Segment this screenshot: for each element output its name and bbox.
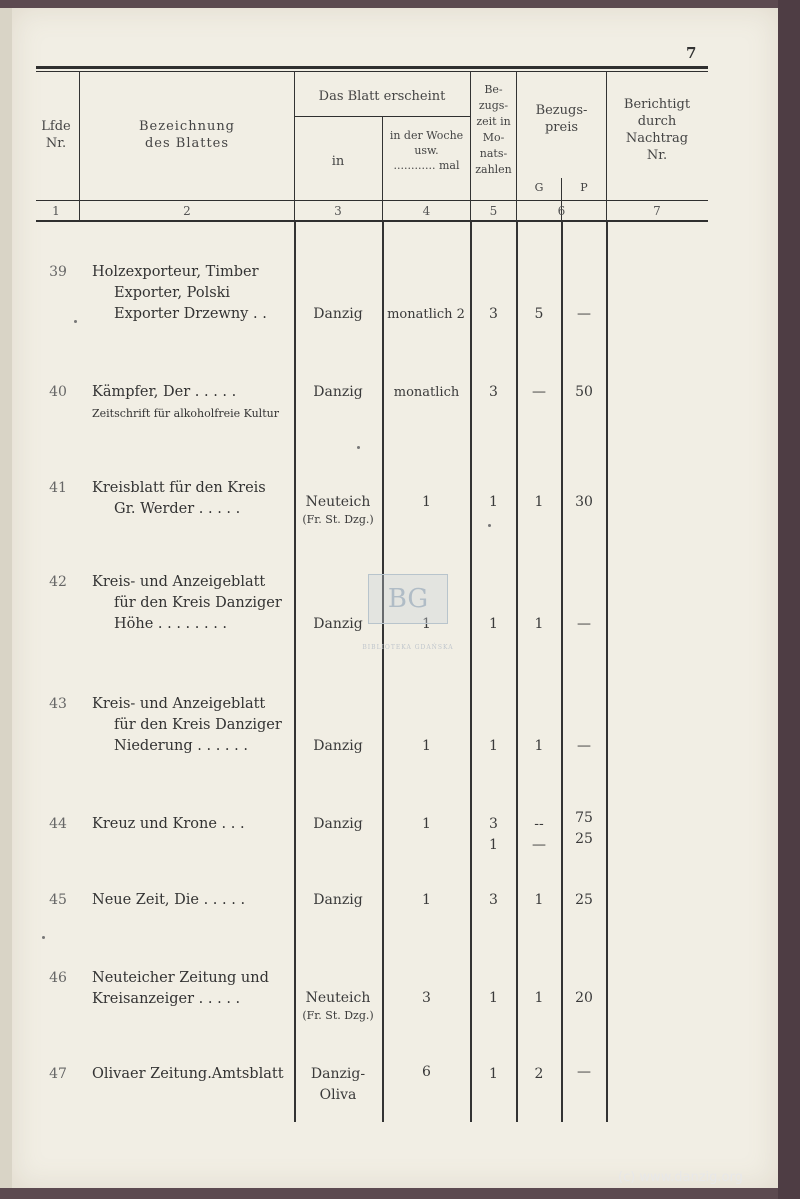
column-number-2: 2 <box>183 204 191 218</box>
copyright-footer: (c) www.danzig.org <box>618 1170 743 1185</box>
row-number: 43 <box>49 696 67 712</box>
frequency: 1 <box>422 816 431 832</box>
header-bezeichnung: Bezeichnung des Blattes <box>138 119 236 151</box>
top-rule-thin <box>36 71 708 72</box>
frequency: 1 <box>422 494 431 510</box>
right-shadow <box>778 0 800 1199</box>
row-number: 47 <box>49 1066 67 1082</box>
hdr-vline-5 <box>516 71 517 221</box>
frequency: monatlich <box>393 385 460 400</box>
paper-title: Neue Zeit, Die . . . . . <box>92 892 246 908</box>
paper-title: Kreis- und Anzeigeblatt für den Kreis Danziger Höhe . . . . . . . . <box>92 574 282 632</box>
price-g: 2 <box>534 1066 544 1082</box>
column-number-4: 4 <box>422 204 431 218</box>
column-number-3: 3 <box>334 204 342 218</box>
header-bottom-rule <box>36 200 708 201</box>
header-g: G <box>534 181 544 194</box>
paper-title: Kreisblatt für den Kreis Gr. Werder . . . . . <box>92 480 266 517</box>
speck <box>74 320 77 323</box>
price-g: 1 <box>534 494 544 510</box>
header-woche: in der Woche usw. ............ mal <box>389 129 464 172</box>
body-vline-2 <box>382 222 384 1122</box>
place: Neuteich (Fr. St. Dzg.) <box>302 990 374 1022</box>
price-p: — <box>577 738 591 754</box>
column-number-1: 1 <box>52 204 60 218</box>
row-number: 44 <box>49 816 67 832</box>
row-number: 40 <box>49 384 67 400</box>
frequency: 1 <box>422 892 431 908</box>
body-vline-5 <box>561 222 563 1122</box>
price-g: 1 <box>534 892 544 908</box>
frequency: 1 <box>422 616 431 632</box>
place: Danzig <box>313 384 363 400</box>
price-g: -- — <box>532 816 546 853</box>
price-p: 25 <box>575 892 593 908</box>
paper-title: Holzexporteur, Timber Exporter, Polski Exporter Drzewny . . <box>92 264 267 322</box>
subscription-months: 3 <box>489 892 498 908</box>
row-number: 41 <box>49 480 67 496</box>
row-number: 39 <box>49 264 67 280</box>
price-g: 5 <box>534 306 544 322</box>
header-erscheint: Das Blatt erscheint <box>318 89 446 104</box>
paper-title: Kreis- und Anzeigeblatt für den Kreis Danziger Niederung . . . . . . <box>92 696 282 754</box>
speck <box>42 936 45 939</box>
column-number-6: 6 <box>557 204 566 218</box>
place: Danzig- Oliva <box>310 1066 366 1103</box>
place: Danzig <box>313 306 363 322</box>
subscription-months: 1 <box>489 616 498 632</box>
subscription-months: 1 <box>489 494 498 510</box>
row-number: 46 <box>49 970 67 986</box>
row-number: 45 <box>49 892 67 908</box>
place: Danzig <box>313 892 363 908</box>
library-watermark-logo: BG <box>368 574 448 624</box>
row-number: 42 <box>49 574 67 590</box>
subscription-months: 3 1 <box>489 816 498 853</box>
price-g: 1 <box>534 738 544 754</box>
subscription-months: 3 <box>489 306 498 322</box>
price-p: — <box>577 1064 591 1080</box>
body-vline-6 <box>606 222 608 1122</box>
frequency: 3 <box>422 990 431 1006</box>
header-berichtigt: Berichtigt durch Nachtrag Nr. <box>623 97 691 163</box>
header-p: P <box>580 181 588 194</box>
paper-title: Kämpfer, Der . . . . . Zeitschrift für alkoholfreie Kultur <box>92 384 279 420</box>
price-p: 20 <box>575 990 593 1006</box>
paper-title: Neuteicher Zeitung und Kreisanzeiger . . . . . <box>92 970 269 1007</box>
column-number-7: 7 <box>653 204 661 218</box>
library-watermark-text: BIBLIOTEKA GDAŃSKA <box>362 644 454 651</box>
document-page <box>12 8 778 1188</box>
paper-title: Olivaer Zeitung.Amtsblatt <box>92 1066 284 1082</box>
header-bezugspreis: Bezugs- preis <box>535 103 588 135</box>
speck <box>357 446 360 449</box>
price-p: 30 <box>575 494 593 510</box>
place: Neuteich (Fr. St. Dzg.) <box>302 494 374 526</box>
subscription-months: 1 <box>489 738 498 754</box>
body-vline-4 <box>516 222 518 1122</box>
price-p: 75 25 <box>575 810 593 847</box>
frequency: monatlich 2 <box>387 307 465 322</box>
frequency: 6 <box>422 1064 431 1080</box>
page-left-edge <box>0 8 12 1188</box>
header-bezugszeit: Be- zugs- zeit in Mo- nats- zahlen <box>475 83 512 176</box>
price-g: — <box>532 384 546 400</box>
price-p: — <box>577 616 591 632</box>
header-in: in <box>331 154 345 169</box>
frequency: 1 <box>422 738 431 754</box>
price-g: 1 <box>534 616 544 632</box>
subscription-months: 1 <box>489 1066 498 1082</box>
place: Danzig <box>313 616 363 632</box>
speck <box>488 524 491 527</box>
top-rule <box>36 66 708 69</box>
price-g: 1 <box>534 990 544 1006</box>
column-number-5: 5 <box>489 204 498 218</box>
place: Danzig <box>313 816 363 832</box>
price-p: — <box>577 306 591 322</box>
subscription-months: 3 <box>489 384 498 400</box>
price-p: 50 <box>575 384 593 400</box>
page-number: 7 <box>686 44 697 62</box>
header-lfd-nr: Lfde Nr. <box>41 119 71 151</box>
paper-title: Kreuz und Krone . . . <box>92 816 245 832</box>
subscription-months: 1 <box>489 990 498 1006</box>
place: Danzig <box>313 738 363 754</box>
body-vline-3 <box>470 222 472 1122</box>
